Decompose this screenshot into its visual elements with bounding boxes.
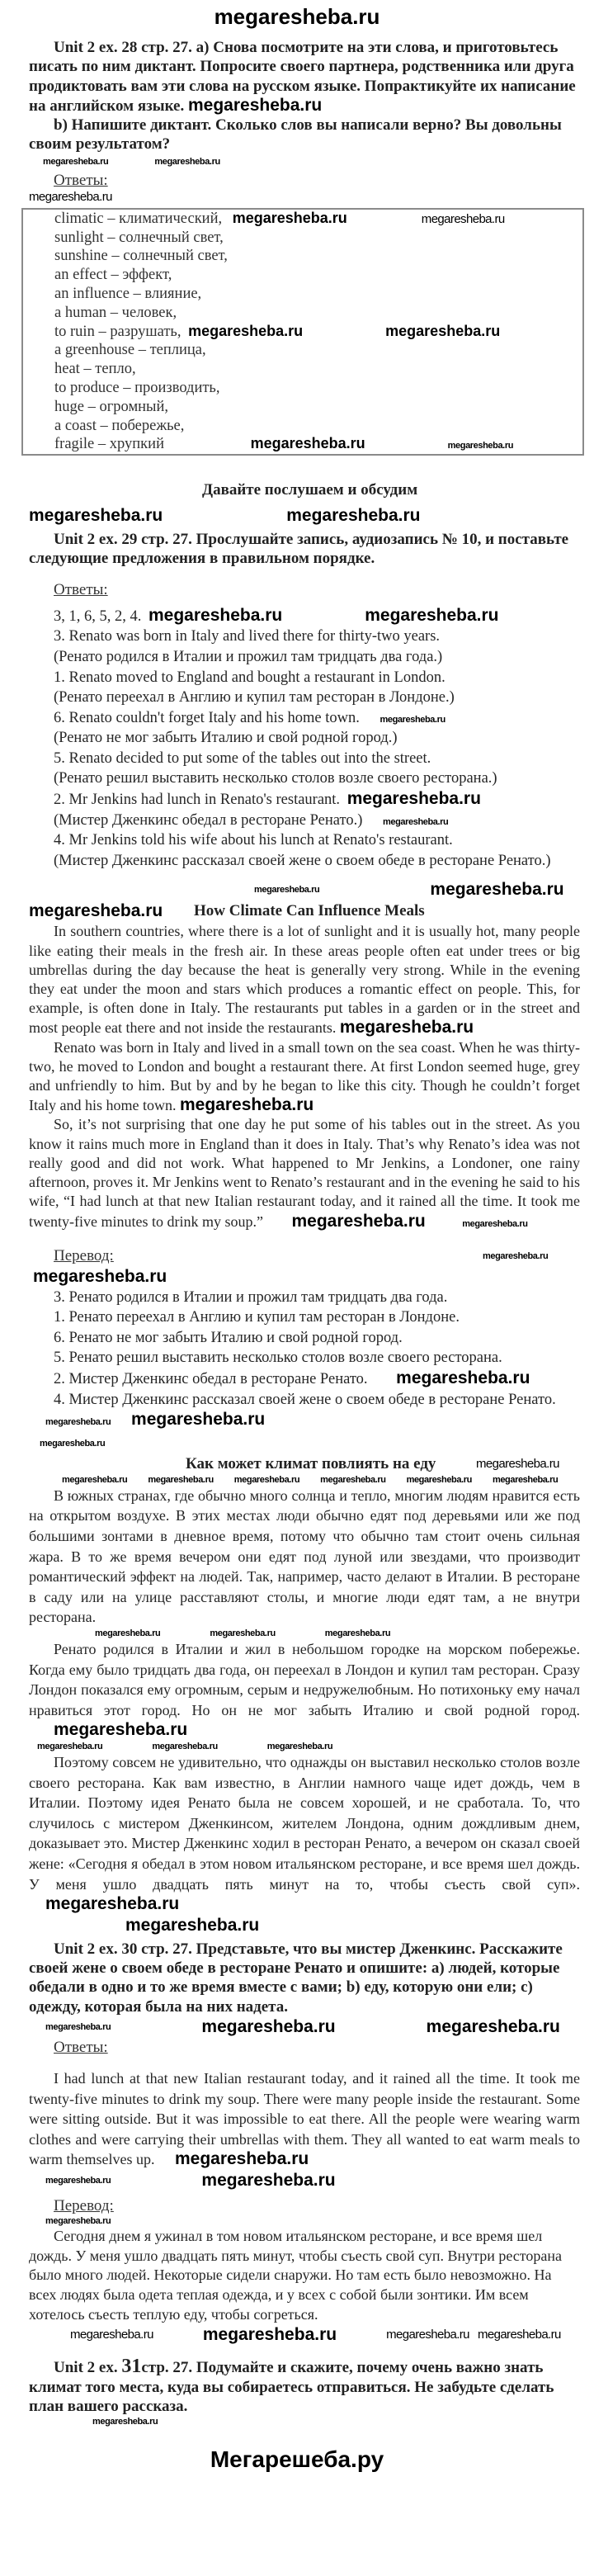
watermark: megaresheba.ru <box>383 816 449 827</box>
watermark: megaresheba.ru <box>430 880 564 900</box>
watermark: megaresheba.ru <box>233 1474 300 1485</box>
story-paragraph-text: In southern countries, where there is a lot of sunlight and it is usually hot, many people like eating their meals in the fresh air. In these areas people often eat under trees or big umbrellas during the day because the heat is generally very strong. While in the evening they eat under the moon and stars which produces a romantic effect on people. This, for example, is often done in Italy. The restaurants put tables in a garden or in the street and most people eat there and not inside the restaurants. <box>29 923 580 1037</box>
list-item: 3. Ренато родился в Италии и прожил там тридцать два года. <box>54 1288 448 1306</box>
list-item <box>29 708 580 729</box>
watermark: megaresheba.ru <box>54 1720 188 1740</box>
watermark: megaresheba.ru <box>45 2215 111 2226</box>
watermark: megaresheba.ru <box>40 1438 106 1449</box>
story-title: How Climate Can Influence Meals <box>194 902 425 920</box>
watermark: megaresheba.ru <box>346 789 481 809</box>
watermark: megaresheba.ru <box>125 1915 260 1935</box>
list-item: 5. Ренато решил выставить несколько столов возле своего ресторана. <box>54 1349 502 1367</box>
list-item: 6. Ренато не мог забыть Италию и свой родной город. <box>54 1329 403 1346</box>
list-item: 3. Renato was born in Italy and lived there for thirty-two years. <box>54 628 441 645</box>
word-item: sunshine – солнечный свет, <box>54 248 228 265</box>
watermark: megaresheba.ru <box>45 1417 111 1428</box>
story-paragraph-text: So, it’s not surprising that one day he put some of his tables out in the street. As you know it rains much more in England than it does in Italy. That’s why Renato’s idea was not really good and did not work. What happened to Mr Jenkins, a Londoner, one rainy afternoon, proves it. Mr Jenkins went to Renato’s restaurant and in the evening he said to his wife, “I had lunch at that new Italian restaurant today, and it rained all the time. It took me twenty-five minutes to drink my soup.” <box>29 1116 580 1230</box>
word-item: an effect – эффект, <box>54 267 172 284</box>
site-header-watermark: megaresheba.ru <box>214 4 380 29</box>
ex31-number: 31 <box>121 2356 142 2378</box>
watermark: megaresheba.ru <box>45 1894 180 1914</box>
section-heading: Давайте послушаем и обсудим <box>202 481 418 499</box>
word-item: a human – человек, <box>54 304 177 321</box>
watermark: megaresheba.ru <box>29 506 163 526</box>
watermark: megaresheba.ru <box>131 1410 266 1430</box>
word-text: to ruin – разрушать, <box>54 323 182 340</box>
watermark: megaresheba.ru <box>426 2016 560 2036</box>
list-item-text: (Мистер Дженкинс обедал в ресторане Ренато.) <box>54 811 363 829</box>
word-item: huge – огромный, <box>54 398 169 415</box>
ex29-title <box>29 530 580 569</box>
watermark: megaresheba.ru <box>188 322 304 339</box>
watermark: megaresheba.ru <box>254 885 320 896</box>
watermark: megaresheba.ru <box>291 1211 426 1231</box>
footer-site-name: Мегарешеба.ру <box>210 2446 384 2473</box>
ex29-answers-label: Ответы: <box>54 580 108 598</box>
word-item: sunlight – солнечный свет, <box>54 229 224 246</box>
watermark: megaresheba.ru <box>95 1628 161 1639</box>
story-text-ru <box>29 1486 580 1915</box>
watermark: megaresheba.ru <box>324 1628 391 1639</box>
watermark: megaresheba.ru <box>396 1368 530 1388</box>
ex30-answers-label: Ответы: <box>54 2038 108 2056</box>
watermark: megaresheba.ru <box>148 1474 214 1485</box>
watermark: megaresheba.ru <box>43 156 109 167</box>
vocabulary-box <box>21 208 584 456</box>
answer-order-text: 3, 1, 6, 5, 2, 4. <box>54 607 142 625</box>
word-item <box>54 323 582 342</box>
list-item: (Мистер Дженкинс рассказал своей жене о своем обеде в ресторане Ренато.) <box>54 852 551 869</box>
watermark: megaresheba.ru <box>320 1474 386 1485</box>
list-item-text: 6. Renato couldn't forget Italy and his home town. <box>54 709 360 726</box>
watermark: megaresheba.ru <box>476 1456 559 1471</box>
ex30-translation-label: Перевод: <box>54 2196 114 2214</box>
story-paragraph: В южных странах, где обычно много солнца и тепло, многим людям нравится есть на открытом воздухе. В этих местах люди обычно едят под деревьями или же под большими зонтами в дневное время, потому что обычно там стоит очень сильная жара. В то же время вечером они едят под луной или звездами, что производит романтический эффект на людей. Так, например, часто делают в Италии. В ресторане в саду или на улице расставляют столы, и многие люди едят там, а не внутри ресторана. <box>29 1487 580 1626</box>
story-paragraph <box>29 1752 580 1915</box>
watermark: megaresheba.ru <box>187 95 323 115</box>
story-title-ru-row <box>29 1454 580 1474</box>
list-item-text: 2. Мистер Дженкинс обедал в ресторане Ренато. <box>54 1371 368 1388</box>
watermark: megaresheba.ru <box>477 2328 561 2342</box>
list-item: 1. Renato moved to England and bought a restaurant in London. <box>54 669 446 686</box>
word-item: to produce – производить, <box>54 379 220 396</box>
list-item <box>29 1390 580 1431</box>
story-paragraph <box>29 922 580 1037</box>
watermark: megaresheba.ru <box>483 1250 549 1261</box>
story-paragraph-text: Поэтому совсем не удивительно, что однажды он выставил несколько столов возле своего ресторана. Как вам известно, в Англии намного чаще идет дождь, чем в Италии. Поэтому идея Ренато была не совсем хорошей, и не сработала. То, что случилось с мистером Дженкинсом, жителем Лондона, одним дождливым днем, доказывает это. Мистер Дженкинс ходил в ресторан Ренато, а вечером он сказал своей жене: «Сегодня я обедал в этом новом итальянском ресторане, и все время шел дождь. У меня ушло двадцать пять минут на то, чтобы съесть свой суп». <box>29 1753 580 1893</box>
watermark: megaresheba.ru <box>148 605 283 625</box>
watermark: megaresheba.ru <box>202 2325 337 2345</box>
watermark: megaresheba.ru <box>386 2328 469 2342</box>
word-item: heat – тепло, <box>54 361 136 378</box>
word-item: a greenhouse – теплица, <box>54 342 206 359</box>
list-item <box>29 1368 580 1390</box>
watermark: megaresheba.ru <box>45 2021 111 2032</box>
translation-paragraph: Сегодня днем я ужинал в том новом итальянском ресторане, и все время шел дождь. У меня ушло двадцать пять минут, чтобы съесть свой суп. Внутри ресторана было много людей. Некоторые сидели снаружи. Но там есть было невозможно. На всех людях была одета теплая одежда, и у всех с собой были зонтики. Им всем хотелось съесть теплую еду, чтобы согреться. <box>29 2227 562 2323</box>
watermark: megaresheba.ru <box>380 714 446 725</box>
watermark: megaresheba.ru <box>462 1218 528 1229</box>
list-item: (Ренато решил выставить несколько столов возле своего ресторана.) <box>54 770 497 787</box>
watermark: megaresheba.ru <box>92 2417 158 2427</box>
word-item: an influence – влияние, <box>54 285 202 302</box>
watermark: megaresheba.ru <box>406 1474 472 1485</box>
watermark: megaresheba.ru <box>45 2175 111 2186</box>
story-paragraph-text: Ренато родился в Италии и жил в небольшом городке на морском побережье. Когда ему было тридцать два года, он переехал в Лондон и купил там ресторан. Сразу Лондон показался ему огромным, серым и недружелюбным. Но потихоньку ему начал нравиться этот город. Но он не мог забыть Италию и свой родной город. <box>29 1641 580 1718</box>
watermark: megaresheba.ru <box>37 1741 103 1751</box>
watermark: megaresheba.ru <box>421 211 505 226</box>
ex28-answers-label: Ответы: <box>54 171 108 189</box>
watermark: megaresheba.ru <box>232 209 347 226</box>
ex30-title <box>29 1940 580 2016</box>
watermark: megaresheba.ru <box>266 1741 333 1751</box>
ex28-task-b: b) Напишите диктант. Сколько слов вы написали верно? Вы довольны своим результатом? <box>29 116 562 154</box>
watermark: megaresheba.ru <box>210 1628 276 1639</box>
translation-label: Перевод: <box>54 1247 114 1265</box>
watermark: megaresheba.ru <box>154 156 220 167</box>
list-item: (Ренато переехал в Англию и купил там ресторан в Лондоне.) <box>54 689 455 707</box>
list-item: 4. Mr Jenkins told his wife about his lunch at Renato's restaurant. <box>54 832 453 849</box>
answer-paragraph <box>29 2068 580 2170</box>
watermark: megaresheba.ru <box>62 1474 128 1485</box>
watermark: megaresheba.ru <box>447 441 514 451</box>
watermark: megaresheba.ru <box>365 605 499 625</box>
ex31-prefix: Unit 2 ex. <box>54 2359 118 2377</box>
story-paragraph <box>29 1639 580 1741</box>
word-item <box>54 210 582 229</box>
story-title-ru: Как может климат повлиять на еду <box>186 1454 436 1472</box>
ex31-title <box>29 2357 580 2416</box>
list-item <box>29 811 580 831</box>
ex30-title-text: Unit 2 ex. 30 стр. 27. Представьте, что вы мистер Дженкинс. Расскажите своей жене о своем обеде в ресторане Ренато и опишите: а) людей, которые обедали в одно и то же время вместе с вами; b) еду, которую они ели; с) одежду, которая была на них надета. <box>29 1940 563 2016</box>
word-item: a coast – побережье, <box>54 417 185 434</box>
list-item-text: 2. Mr Jenkins had lunch in Renato's restaurant. <box>54 792 341 809</box>
translation-list <box>29 1288 580 1431</box>
watermark: megaresheba.ru <box>250 435 365 452</box>
ex31-title-text: стр. 27. Подумайте и скажите, почему очень важно знать климат того места, куда вы собираетесь отправиться. Не забудьте сделать план вашего рассказа. <box>29 2359 554 2415</box>
story-paragraph <box>29 1115 580 1231</box>
watermark: megaresheba.ru <box>70 2328 153 2342</box>
watermark: megaresheba.ru <box>339 1018 474 1037</box>
list-item <box>29 789 580 811</box>
watermark: megaresheba.ru <box>201 2016 336 2036</box>
story-title-row <box>29 900 580 922</box>
watermark: megaresheba.ru <box>286 506 421 526</box>
story-paragraph-text: Renato was born in Italy and lived in a small town on the sea coast. When he was thirty-two, he moved to London and bought a restaurant there. At first London seemed huge, grey and unfriendly to him. But by and by he began to like this city. Though he couldn’t forget Italy and his home town. <box>29 1038 580 1114</box>
list-item: (Ренато родился в Италии и прожил там тридцать два года.) <box>54 648 443 665</box>
watermark: megaresheba.ru <box>174 2149 309 2169</box>
ex30-translation <box>29 2227 580 2325</box>
ex29-title-text: Unit 2 ex. 29 стр. 27. Прослушайте запись, аудиозапись № 10, и поставьте следующие предложения в правильном порядке. <box>29 531 569 568</box>
answer-order <box>29 606 580 627</box>
list-item: (Ренато не мог забыть Италию и свой родной город.) <box>54 730 398 747</box>
answer-paragraph-text: I had lunch at that new Italian restaurant today, and it rained all the time. It took me twenty-five minutes to drink my soup. There were many people inside the restaurant. Some were sitting outside. But it was impossible to eat there. All the people were wearing warm clothes and were carrying their umbrellas with them. They all wanted to eat warm meals to warm themselves up. <box>29 2069 580 2168</box>
watermark: megaresheba.ru <box>385 322 501 339</box>
word-text: climatic – климатический, <box>54 210 223 227</box>
list-item: 1. Ренато переехал в Англию и купил там ресторан в Лондоне. <box>54 1309 460 1326</box>
watermark: megaresheba.ru <box>33 1266 167 1286</box>
watermark: megaresheba.ru <box>29 189 112 204</box>
ex30-answer <box>29 2068 580 2170</box>
word-text: fragile – хрупкий <box>54 436 164 453</box>
watermark: megaresheba.ru <box>201 2170 336 2190</box>
list-item: 5. Renato decided to put some of the tables out into the street. <box>54 749 431 767</box>
word-item <box>54 435 582 454</box>
watermark: megaresheba.ru <box>152 1741 218 1751</box>
watermark: megaresheba.ru <box>179 1095 314 1115</box>
ex29-answer-list <box>29 606 580 872</box>
watermark: megaresheba.ru <box>29 901 163 921</box>
watermark: megaresheba.ru <box>492 1474 559 1485</box>
story-text <box>29 922 580 1231</box>
story-paragraph <box>29 1038 580 1116</box>
list-item-text: 4. Мистер Дженкинс рассказал своей жене о своем обеде в ресторане Ренато. <box>54 1391 556 1408</box>
ex28-task-a: Unit 2 ex. 28 стр. 27. а) Снова посмотрите на эти слова, и приготовьтесь писать по ним диктант. Попросите своего партнера, родственника или друга продиктовать вам эти слова на русском языке. Попрактикуйте их написание на английском языке. <box>29 39 576 115</box>
ex28-title <box>29 38 580 154</box>
